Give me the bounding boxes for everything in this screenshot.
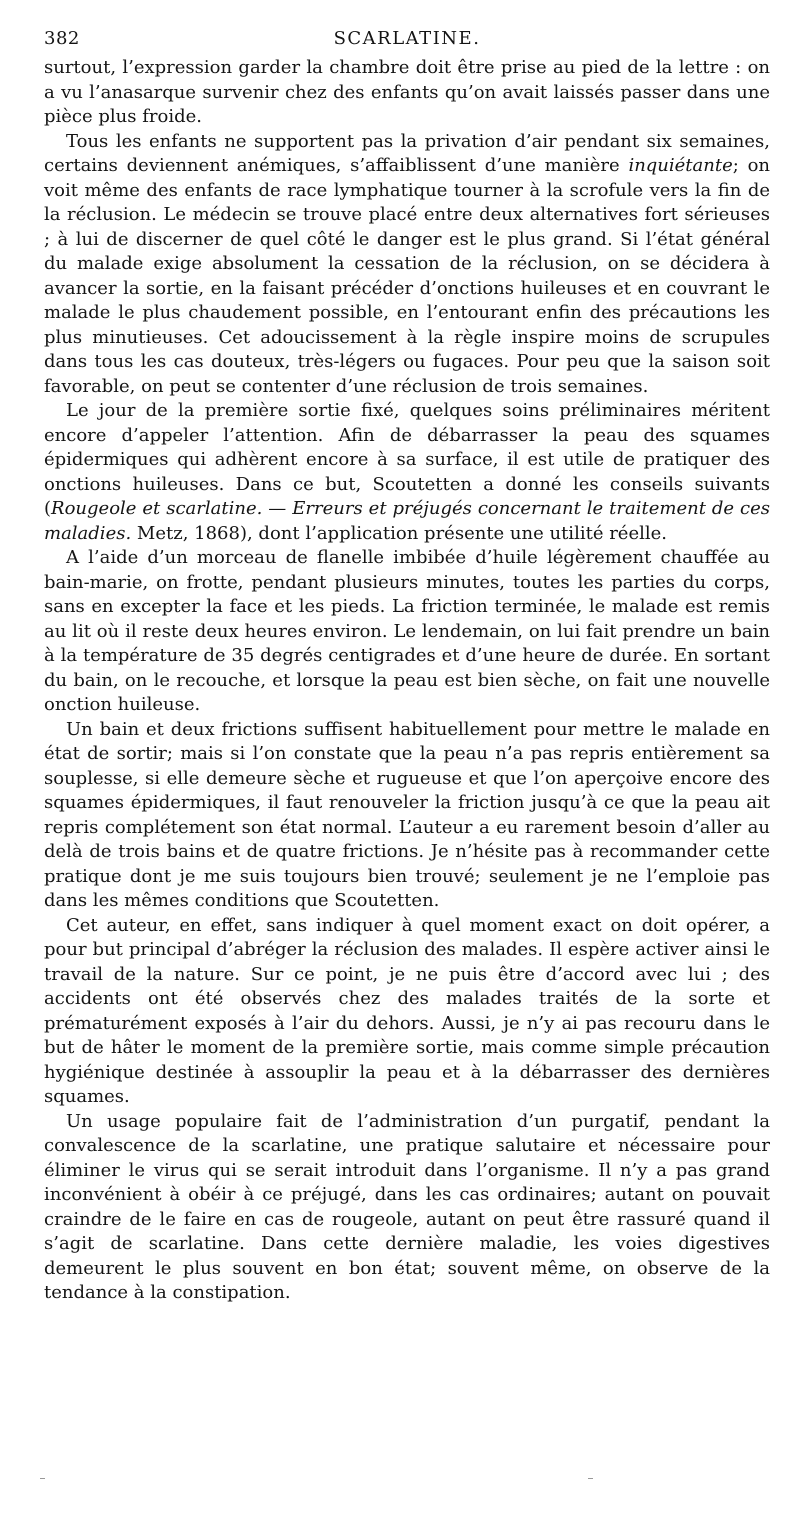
page-number: 382 xyxy=(44,28,80,49)
text-segment: Metz, 1868), dont l’application présente une utilité réelle. xyxy=(131,522,667,544)
text-segment: Tous les enfants ne supportent pas la privation d’air pendant six semaines, certains deviennent anémiques, s’affaiblissent d’une manière xyxy=(44,130,770,176)
text-segment: Cet auteur, en effet, sans indiquer à quel moment exact on doit opérer, a pour but principal d’abréger la réclusion des malades. Il espère activer ainsi le travail de la nature. Sur ce point, je ne puis être d’accord avec lui ; des accidents ont été observés chez des malades traités de la sorte et prématurément exposés à l’air du dehors. Aussi, je n’y ai pas recouru dans le but de hâter le moment de la première sortie, mais comme simple précaution hygiénique destinée à assouplir la peau et à la débarrasser des dernières squames. xyxy=(44,914,770,1107)
paragraph xyxy=(44,1110,770,1306)
book-page xyxy=(44,24,770,1306)
italic-text: Rougeole et scarlatine. — Erreurs et préjugés concernant le traitement de ces maladies. xyxy=(44,498,770,544)
paragraph xyxy=(44,130,770,400)
paragraph xyxy=(44,914,770,1110)
text-segment: ; on voit même des enfants de race lymphatique tourner à la scrofule vers la fin de la réclusion. Le médecin se trouve placé entre deux alternatives fort sérieuses ; à lui de discerner de quel côté le danger est le plus grand. Si l’état général du malade exige absolument la cessation de la réclusion, on se décidera à avancer la sortie, en la faisant précéder d’onctions huileuses et en couvrant le malade le plus chaudement possible, en l’entourant enfin des précautions les plus minutieuses. Cet adoucissement à la règle inspire moins de scrupules dans tous les cas douteux, très-légers ou fugaces. Pour peu que la saison soit favorable, on peut se contenter d’une réclusion de trois semaines. xyxy=(44,155,771,397)
paragraph xyxy=(44,546,770,718)
text-segment: surtout, l’expression garder la chambre doit être prise au pied de la lettre : on a vu l’anasarque survenir chez des enfants qu’on avait laissés passer dans une pièce plus froide. xyxy=(44,57,770,127)
paragraph xyxy=(44,56,770,130)
page-header xyxy=(44,24,770,56)
text-segment: Un bain et deux frictions suffisent habituellement pour mettre le malade en état de sortir; mais si l’on constate que la peau n’a pas repris entièrement sa souplesse, si elle demeure sèche et rugueuse et que l’on aperçoive encore des squames épidermiques, il faut renouveler la friction jusqu’à ce que la peau ait repris complétement son état normal. L’auteur a eu rarement besoin d’aller au delà de trois bains et de quatre frictions. Je n’hésite pas à recommander cette pratique dont je me suis toujours bien trouvé; seulement je ne l’emploie pas dans les mêmes conditions que Scoutetten. xyxy=(44,718,770,911)
paragraph xyxy=(44,399,770,546)
body-text xyxy=(44,56,770,1306)
scan-speck xyxy=(588,1478,593,1479)
scan-speck xyxy=(40,1478,45,1479)
italic-text: inquiétante xyxy=(628,155,733,176)
scan-specks xyxy=(0,1478,800,1488)
text-segment: Un usage populaire fait de l’administration d’un purgatif, pendant la convalescence de la scarlatine, une pratique salutaire et nécessaire pour éliminer le virus qui se serait introduit dans l’organisme. Il n’y a pas grand inconvénient à obéir à ce préjugé, dans les cas ordinaires; autant on pouvait craindre de le faire en cas de rougeole, autant on peut être rassuré quand il s’agit de scarlatine. Dans cette dernière maladie, les voies digestives demeurent le plus souvent en bon état; souvent même, on observe de la tendance à la constipation. xyxy=(44,1110,770,1303)
text-segment: Le jour de la première sortie fixé, quelques soins préliminaires méritent encore d’appeler l’attention. Afin de débarrasser la peau des squames épidermiques qui adhèrent encore à sa surface, il est utile de pratiquer des onctions huileuses. Dans ce but, Scoutetten a donné les conseils suivants ( xyxy=(44,400,770,519)
running-title: SCARLATINE. xyxy=(333,28,481,49)
paragraph xyxy=(44,718,770,914)
text-segment: A l’aide d’un morceau de flanelle imbibée d’huile légèrement chauffée au bain-marie, on frotte, pendant plusieurs minutes, toutes les parties du corps, sans en excepter la face et les pieds. La friction terminée, le malade est remis au lit où il reste deux heures environ. Le lendemain, on lui fait prendre un bain à la température de 35 degrés centigrades et d’une heure de durée. En sortant du bain, on le recouche, et lorsque la peau est bien sèche, on fait une nouvelle onction huileuse. xyxy=(44,547,770,715)
